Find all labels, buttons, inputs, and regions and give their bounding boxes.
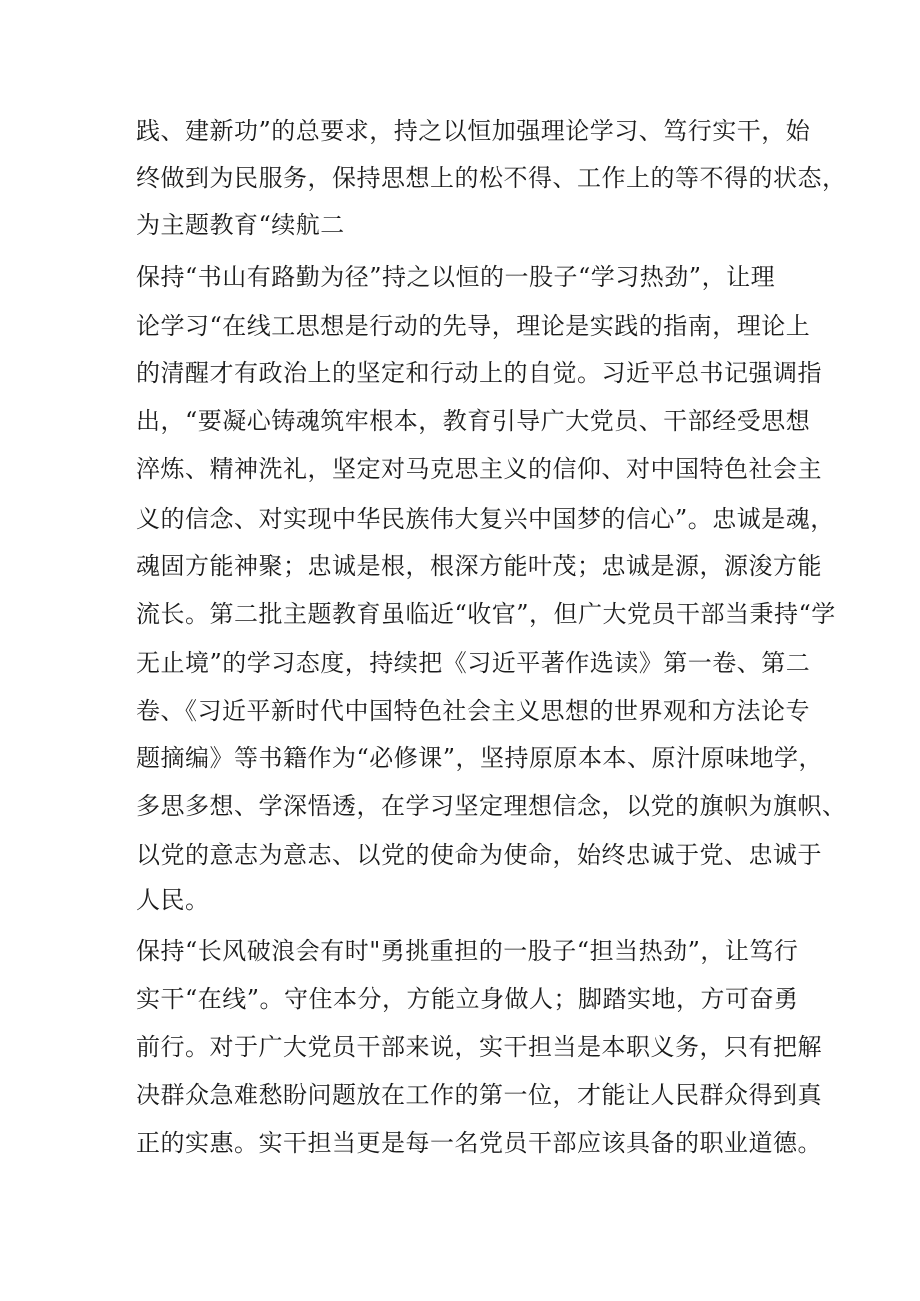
- text-line: 义的信念、对实现中华民族伟大复兴中国梦的信心”。忠诚是魂，: [136, 505, 835, 533]
- text-line: 践、建新功”的总要求，持之以恒加强理论学习、笃行实干，始: [136, 117, 811, 145]
- text-line: 保持“书山有路勤为径”持之以恒的一股子“学习热劲”，让理: [136, 263, 776, 291]
- text-line: 决群众急难愁盼问题放在工作的第一位，才能让人民群众得到真: [136, 1081, 822, 1109]
- text-line: 流长。第二批主题教育虽临近“收官”，但广大党员干部当秉持“学: [136, 600, 836, 628]
- text-line: 正的实惠。实干担当更是每一名党员干部应该具备的职业道德。: [136, 1129, 822, 1157]
- text-line: 无止境”的学习态度，持续把《习近平著作选读》第一卷、第二: [136, 649, 811, 677]
- text-line: 实干“在线”。守住本分，方能立身做人；脚踏实地，方可奋勇: [136, 985, 799, 1013]
- text-line: 卷、《习近平新时代中国特色社会主义思想的世界观和方法论专: [136, 697, 810, 725]
- text-line: 以党的意志为意志、以党的使命为使命，始终忠诚于党、忠诚于: [136, 841, 822, 869]
- text-line: 出，“要凝心铸魂筑牢根本，教育引导广大党员、干部经受思想: [136, 407, 811, 435]
- text-line: 为主题教育“续航二: [136, 211, 345, 239]
- text-line: 终做到为民服务，保持思想上的松不得、工作上的等不得的状态，: [136, 164, 847, 192]
- text-line: 论学习“在线工思想是行动的先导，理论是实践的指南，理论上: [136, 312, 811, 340]
- text-line: 前行。对于广大党员干部来说，实干担当是本职义务，只有把解: [136, 1033, 822, 1061]
- text-line: 多思多想、学深悟透，在学习坚定理想信念，以党的旗帜为旗帜、: [136, 792, 847, 820]
- text-line: 淬炼、精神洗礼，坚定对马克思主义的信仰、对中国特色社会主: [136, 455, 822, 483]
- text-line: 保持“长风破浪会有时"勇挑重担的一股子“担当热劲”，让笃行: [136, 937, 799, 965]
- text-line: 的清醒才有政治上的坚定和行动上的自觉。习近平总书记强调指: [136, 359, 822, 387]
- text-line: 人民。: [136, 886, 210, 914]
- text-line: 魂固方能神聚；忠诚是根，根深方能叶茂；忠诚是源，源浚方能: [136, 552, 822, 580]
- text-line: 题摘编》等书籍作为“必修课”，坚持原原本本、原汁原味地学，: [136, 744, 824, 772]
